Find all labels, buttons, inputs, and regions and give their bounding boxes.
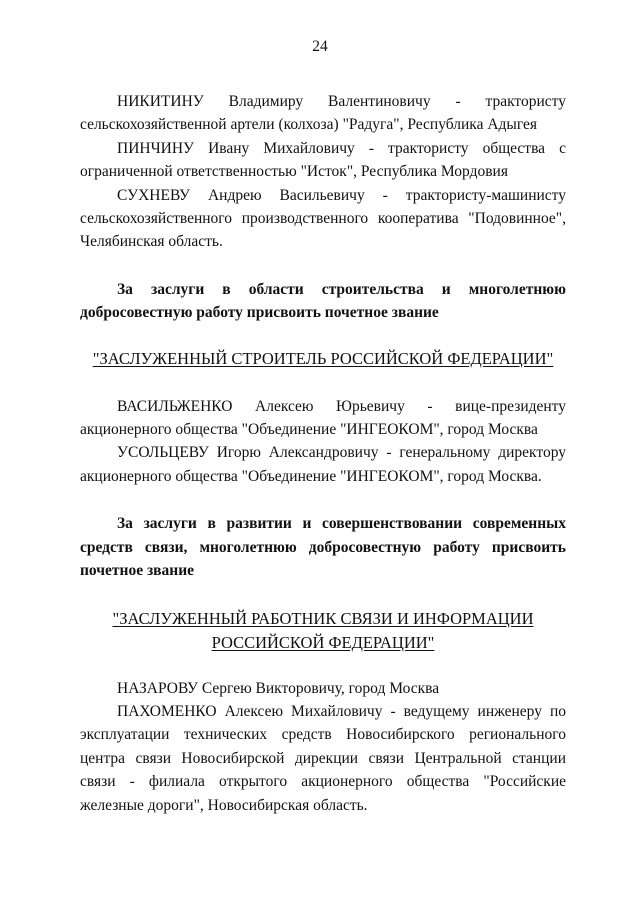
award-entry: ВАСИЛЬЖЕНКО Алексею Юрьевичу - вице-президенту акционерного общества "Объединение "ИНГЕОКОМ", город Москва — [80, 397, 566, 439]
award-entry: СУХНЕВУ Андрею Васильевичу - трактористу-машинисту сельскохозяйственного производственного кооператива "Подовинное", Челябинская область. — [80, 186, 566, 251]
honorary-title-line-1: "ЗАСЛУЖЕННЫЙ РАБОТНИК СВЯЗИ И ИНФОРМАЦИИ — [112, 608, 534, 628]
award-preamble: За заслуги в области строительства и многолетнюю добросовестную работу присвоить почетное звание — [80, 280, 566, 322]
award-entry: ПИНЧИНУ Ивану Михайловичу - трактористу общества с ограниченной ответственностью "Исток", Республика Мордовия — [80, 139, 566, 181]
award-entry: НИКИТИНУ Владимиру Валентиновичу - трактористу сельскохозяйственной артели (колхоза) "Радуга", Республика Адыгея — [80, 93, 566, 134]
award-entry: ПАХОМЕНКО Алексею Михайловичу - ведущему инженеру по эксплуатации технических средств Новосибирского регионального центра связи Новосибирской дирекции связи Центральной станции связи - филиала открытого акционерного общества "Российские железные дороги", Новосибирская область. — [80, 702, 566, 814]
honorary-title-line-2: РОССИЙСКОЙ ФЕДЕРАЦИИ" — [211, 632, 435, 652]
page-number: 24 — [312, 38, 328, 55]
award-entry: УСОЛЬЦЕВУ Игорю Александровичу - генеральному директору акционерного общества "Объединение "ИНГЕОКОМ", город Москва. — [80, 444, 566, 485]
honorary-title: "ЗАСЛУЖЕННЫЙ СТРОИТЕЛЬ РОССИЙСКОЙ ФЕДЕРАЦИИ" — [92, 348, 554, 368]
document-body — [80, 90, 566, 817]
award-preamble: За заслуги в развитии и совершенствовании современных средств связи, многолетнюю добросовестную работу присвоить почетное звание — [80, 515, 566, 580]
award-entry: НАЗАРОВУ Сергею Викторовичу, город Москва — [117, 679, 440, 697]
